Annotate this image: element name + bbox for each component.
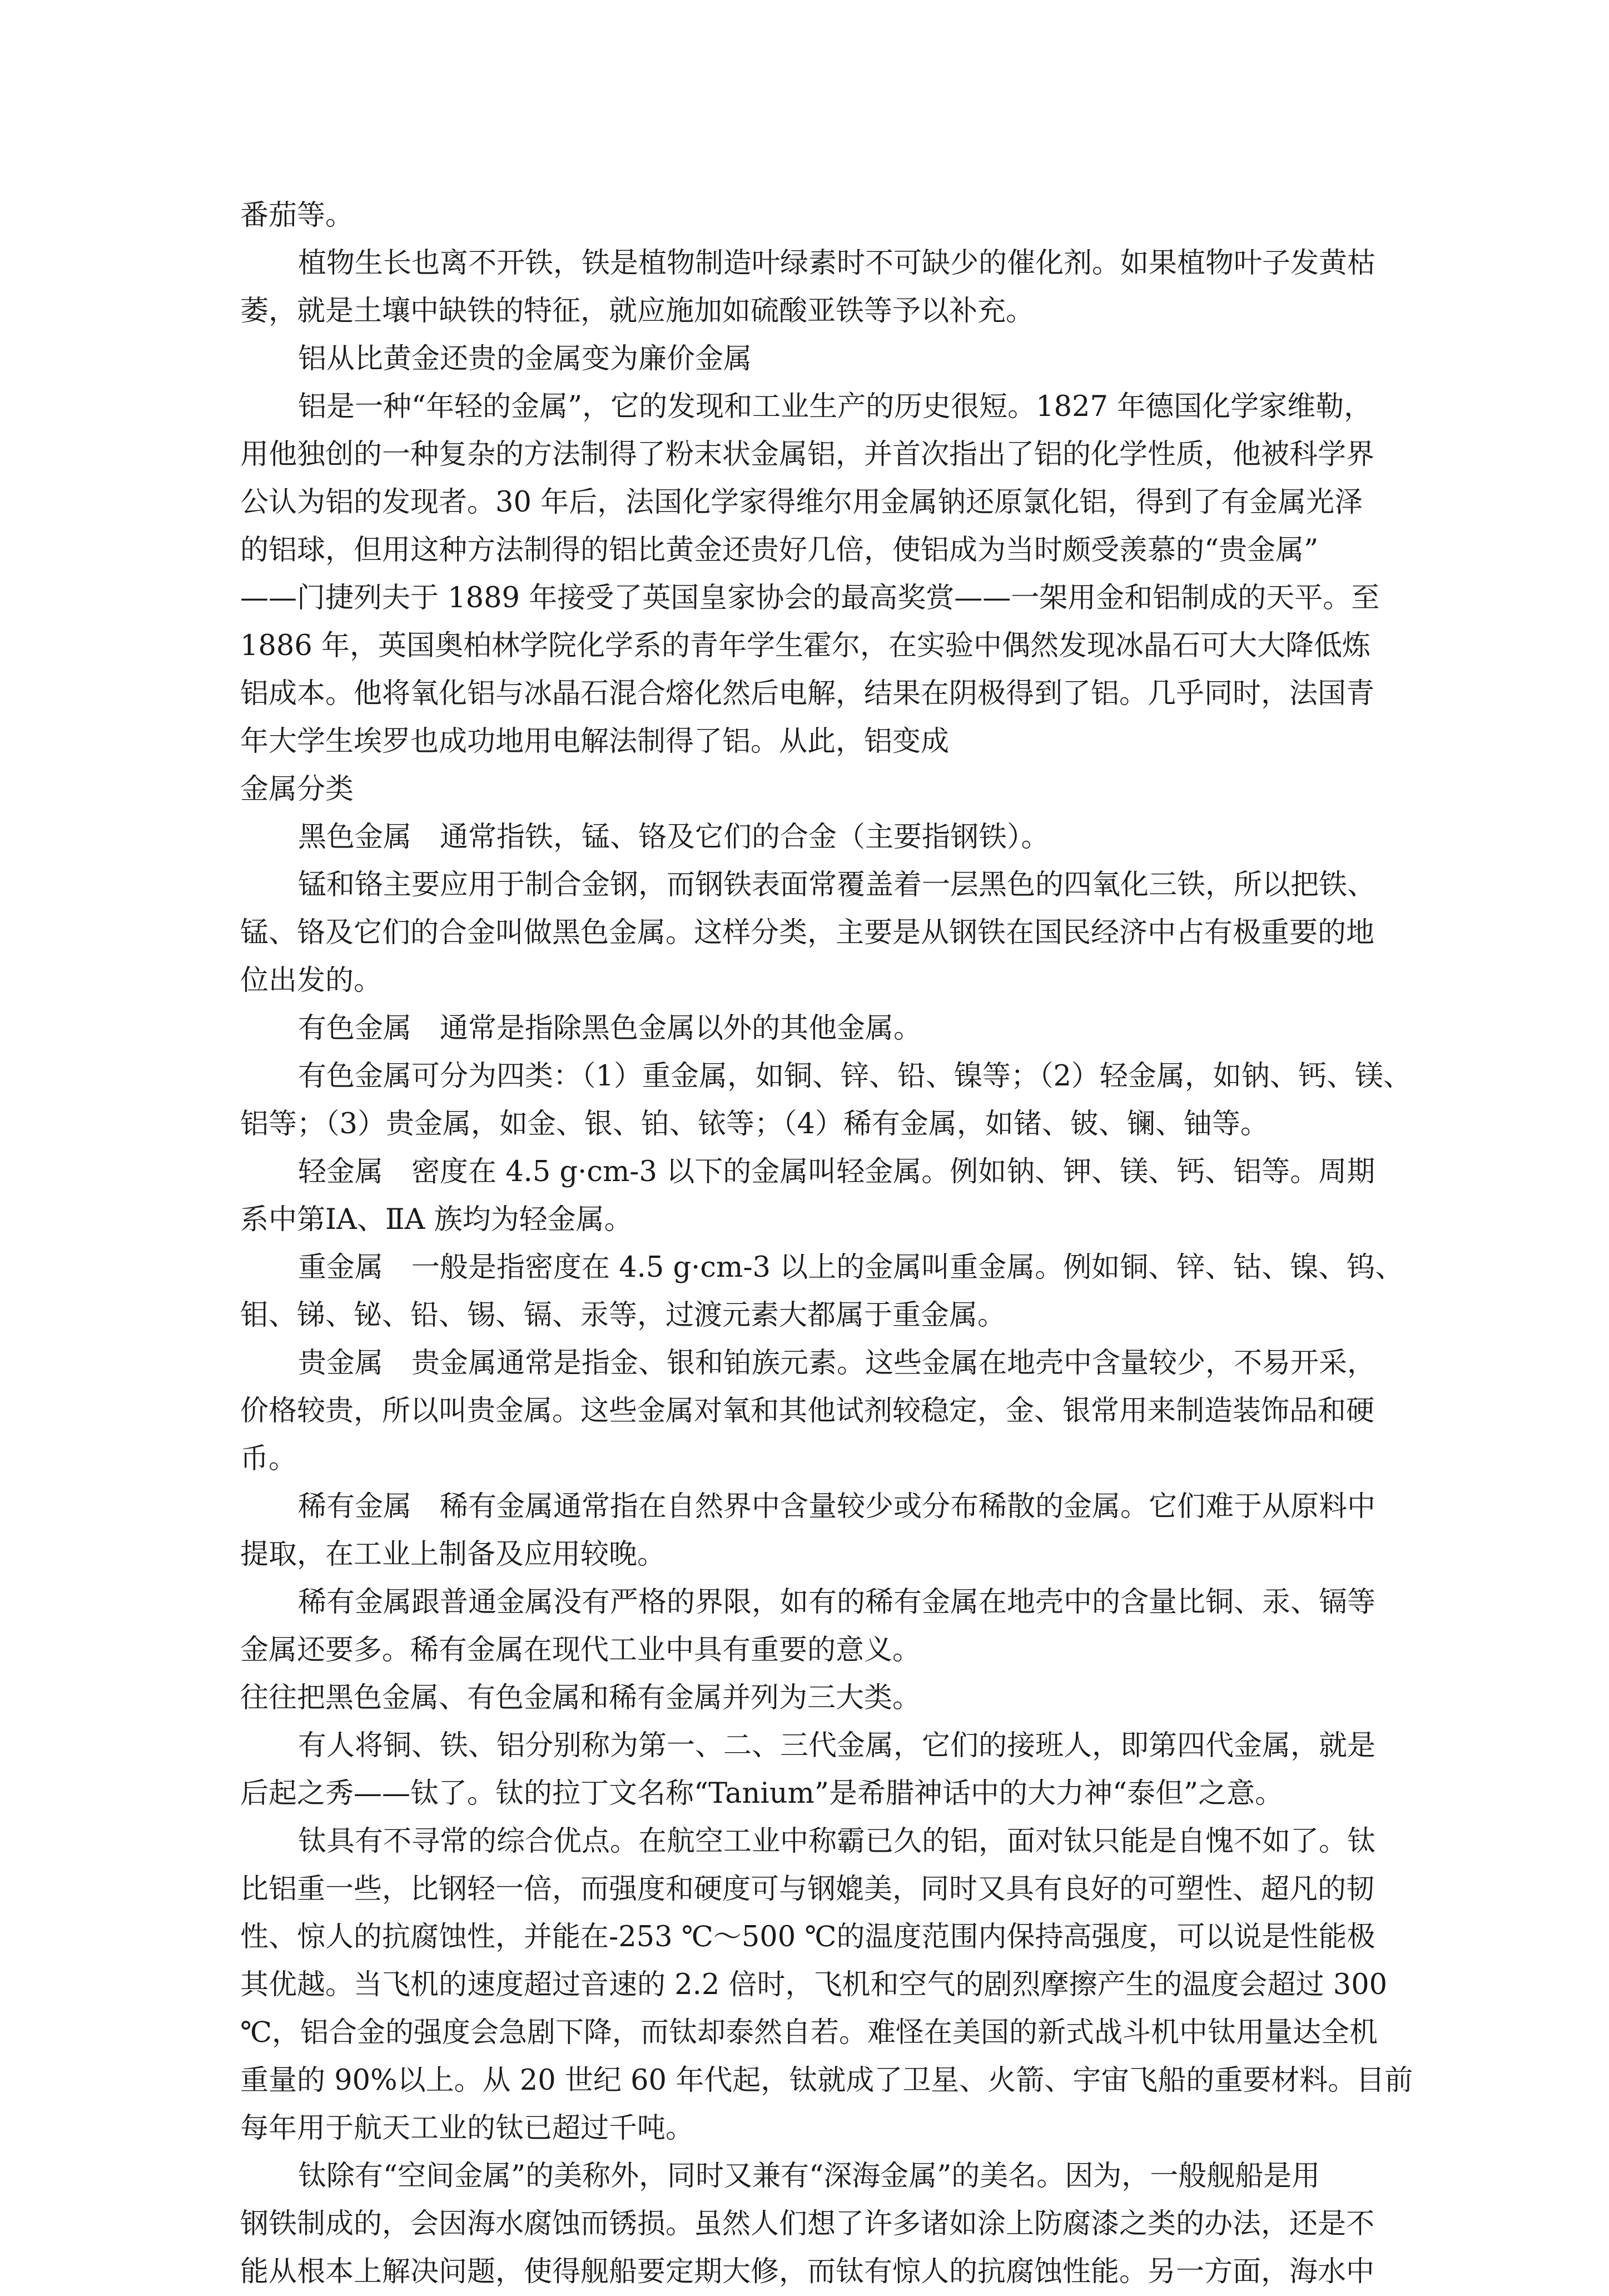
text-line: 性、惊人的抗腐蚀性，并能在-253 ℃～500 ℃的温度范围内保持高强度，可以说是性能极 (240, 1921, 1375, 1953)
text-line: 铝从比黄金还贵的金属变为廉价金属 (298, 343, 752, 375)
text-line: 铝是一种“年轻的金属”，它的发现和工业生产的历史很短。1827 年德国化学家维勒， (298, 390, 1373, 423)
text-line: ℃，铝合金的强度会急剧下降，而钛却泰然自若。难怪在美国的新式战斗机中钛用量达全机 (240, 2016, 1378, 2049)
text-line: 金属还要多。稀有金属在现代工业中具有重要的意义。 (240, 1634, 921, 1667)
text-line: 稀有金属 稀有金属通常指在自然界中含量较少或分布稀散的金属。它们难于从原料中 (298, 1490, 1376, 1523)
text-line: 锰和铬主要应用于制合金钢，而钢铁表面常覆盖着一层黑色的四氧化三铁，所以把铁、 (298, 869, 1376, 901)
text-line: 比铝重一些，比钢轻一倍，而强度和硬度可与钢媲美，同时又具有良好的可塑性、超凡的韧 (240, 1873, 1375, 1906)
text-line: 铝成本。他将氧化铝与冰晶石混合熔化然后电解，结果在阴极得到了铝。几乎同时，法国青 (240, 677, 1375, 710)
text-line: 用他独创的一种复杂的方法制得了粉末状金属铝，并首次指出了铝的化学性质，他被科学界 (240, 438, 1375, 471)
text-line: 的铝球，但用这种方法制得的铝比黄金还贵好几倍，使铝成为当时颇受羡慕的“贵金属” (240, 534, 1319, 567)
text-line: 位出发的。 (240, 964, 383, 997)
text-line: 1886 年，英国奥柏林学院化学系的青年学生霍尔，在实验中偶然发现冰晶石可大大降低炼 (240, 629, 1371, 662)
text-line: 稀有金属跟普通金属没有严格的界限，如有的稀有金属在地壳中的含量比铜、汞、镉等 (298, 1586, 1376, 1619)
text-line: 有人将铜、铁、铝分别称为第一、二、三代金属，它们的接班人，即第四代金属，就是 (298, 1729, 1376, 1762)
text-line: 往往把黑色金属、有色金属和稀有金属并列为三大类。 (240, 1682, 921, 1714)
text-line: ——门捷列夫于 1889 年接受了英国皇家协会的最高奖赏——一架用金和铝制成的天平。至 (240, 582, 1380, 614)
text-line: 铝等；（3）贵金属，如金、银、铂、铱等；（4）稀有金属，如锗、铍、镧、铀等。 (240, 1108, 1269, 1140)
text-line: 锰、铬及它们的合金叫做黑色金属。这样分类，主要是从钢铁在国民经济中占有极重要的地 (240, 916, 1375, 949)
text-line: 钛除有“空间金属”的美称外，同时又兼有“深海金属”的美名。因为，一般舰船是用 (298, 2160, 1320, 2193)
text-line: 后起之秀——钛了。钛的拉丁文名称“Tanium”是希腊神话中的大力神“泰但”之意。 (240, 1777, 1284, 1810)
text-line: 钼、锑、铋、铅、锡、镉、汞等，过渡元素大都属于重金属。 (240, 1299, 1006, 1332)
text-line: 萎，就是土壤中缺铁的特征，就应施加如硫酸亚铁等予以补充。 (240, 295, 1035, 328)
text-line: 贵金属 贵金属通常是指金、银和铂族元素。这些金属在地壳中含量较少，不易开采， (298, 1347, 1376, 1380)
text-line: 黑色金属 通常指铁，锰、铬及它们的合金（主要指钢铁）。 (298, 821, 1050, 854)
text-line: 价格较贵，所以叫贵金属。这些金属对氧和其他试剂较稳定，金、银常用来制造装饰品和硬 (240, 1395, 1375, 1427)
text-line: 年大学生埃罗也成功地用电解法制得了铝。从此，铝变成 (240, 725, 950, 758)
text-line: 每年用于航天工业的钛已超过千吨。 (240, 2112, 694, 2145)
text-line: 重金属 一般是指密度在 4.5 g·cm-3 以上的金属叫重金属。例如铜、锌、钴、镍、钨、 (298, 1251, 1404, 1284)
text-line: 番茄等。 (240, 199, 354, 232)
text-line: 有色金属 通常是指除黑色金属以外的其他金属。 (298, 1012, 922, 1045)
text-line: 其优越。当飞机的速度超过音速的 2.2 倍时，飞机和空气的剧烈摩擦产生的温度会超过 300 (240, 1968, 1388, 2001)
text-line: 轻金属 密度在 4.5 g·cm-3 以下的金属叫轻金属。例如钠、钾、镁、钙、铝等。周期 (298, 1156, 1375, 1188)
text-line: 钢铁制成的，会因海水腐蚀而锈损。虽然人们想了许多诸如涂上防腐漆之类的办法，还是不 (240, 2208, 1375, 2240)
text-line: 钛具有不寻常的综合优点。在航空工业中称霸已久的铝，面对钛只能是自愧不如了。钛 (298, 1825, 1376, 1858)
text-line: 金属分类 (240, 773, 354, 806)
text-line: 重量的 90%以上。从 20 世纪 60 年代起，钛就成了卫星、火箭、宇宙飞船的重要材料。目前 (240, 2064, 1413, 2097)
text-line: 币。 (240, 1442, 297, 1475)
text-line: 公认为铝的发现者。30 年后，法国化学家得维尔用金属钠还原氯化铝，得到了有金属光泽 (240, 486, 1363, 519)
text-line: 植物生长也离不开铁，铁是植物制造叶绿素时不可缺少的催化剂。如果植物叶子发黄枯 (298, 247, 1376, 280)
text-line: 有色金属可分为四类：（1）重金属，如铜、锌、铅、镍等；（2）轻金属，如钠、钙、镁、 (298, 1060, 1412, 1093)
text-line: 能从根本上解决问题，使得舰船要定期大修，而钛有惊人的抗腐蚀性能。另一方面，海水中 (240, 2255, 1375, 2288)
document-text-body (240, 192, 1413, 2296)
text-line: 系中第ⅠA、ⅡA 族均为轻金属。 (240, 1203, 633, 1236)
text-line: 提取，在工业上制备及应用较晚。 (240, 1538, 666, 1571)
